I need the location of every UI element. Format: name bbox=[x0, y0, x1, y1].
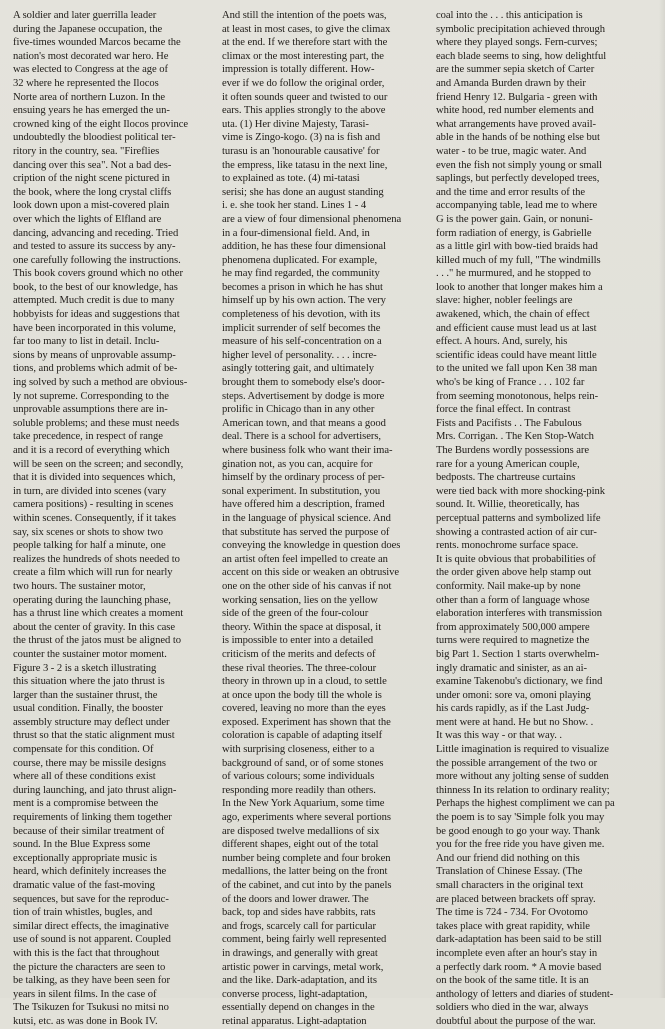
text-line: were tied back with more shocking-pink bbox=[436, 485, 606, 497]
text-line: sound. It. Willie, theoretically, has bbox=[436, 499, 580, 511]
text-line: requirements of linking them together bbox=[13, 812, 172, 824]
text-line: of various colours; some individuals bbox=[222, 771, 375, 783]
text-line: phenomena duplicated. For example, bbox=[222, 254, 378, 266]
text-line: soldiers who died in the war, always bbox=[436, 1002, 589, 1014]
text-line: ever if we do follow the original order, bbox=[222, 77, 385, 89]
text-line: ment is a compromise between the bbox=[13, 798, 159, 810]
text-line: Norte area of northern Luzon. In the bbox=[13, 91, 166, 103]
text-line: water - to be true, magic water. And bbox=[436, 145, 587, 157]
text-line: accompanying table, lead me to where bbox=[436, 200, 598, 212]
text-line: addition, he has these four dimensional bbox=[222, 241, 386, 253]
text-line: has a thrust line which creates a moment bbox=[13, 608, 184, 620]
text-line: comment, being fairly well represented bbox=[222, 934, 387, 946]
text-line: conveying the knowledge in question does bbox=[222, 540, 401, 552]
text-line: an artist often feel impelled to create an bbox=[222, 553, 388, 565]
text-line: In the New York Aquarium, some time bbox=[222, 798, 385, 810]
text-column-1 bbox=[13, 9, 221, 1029]
text-line: scientific ideas could have meant little bbox=[436, 349, 597, 361]
text-line: on the book of the same title. It is an bbox=[436, 975, 589, 987]
text-line: attempted. Much credit is due to many bbox=[13, 295, 175, 307]
text-line: different shapes, eight out of the total bbox=[222, 839, 379, 851]
text-line: sequences, but save for the reproduc- bbox=[13, 893, 169, 905]
text-line: at least in most cases, to give the climax bbox=[222, 23, 391, 35]
text-line: to the united we fall upon Ken 38 man bbox=[436, 363, 598, 375]
text-line: say, six scenes or shots to show two bbox=[13, 526, 163, 538]
text-line: that substitute has served the purpose of bbox=[222, 526, 390, 538]
text-line: thinness In its relation to ordinary reality; bbox=[436, 784, 610, 796]
text-line: bedposts. The chartreuse curtains bbox=[436, 472, 576, 484]
text-line: retinal apparatus. Light-adaptation bbox=[222, 1015, 367, 1027]
text-line: Mrs. Corrigan. . The Ken Stop-Watch bbox=[436, 431, 594, 443]
text-line: and it is a record of everything which bbox=[13, 445, 170, 456]
text-line: in the language of physical science. And bbox=[222, 512, 391, 524]
text-line: exceptionally appropriate music is bbox=[13, 852, 157, 864]
text-line: turasu is an 'honourable causative' for bbox=[222, 145, 380, 157]
text-line: what arrangements have proved avail- bbox=[436, 118, 596, 130]
text-line: create a film which will run for nearly bbox=[13, 567, 173, 579]
text-line: with this is the fact that throughout bbox=[13, 947, 160, 959]
text-line: realizes the hundreds of shots needed to bbox=[13, 553, 180, 565]
text-line: 32 where he represented the Ilocos bbox=[13, 77, 159, 89]
text-line: hobbyists for ideas and suggestions that bbox=[13, 309, 180, 321]
text-line: of the doors and lower drawer. The bbox=[222, 893, 369, 905]
text-line: be good enough to go your way. Thank bbox=[436, 825, 600, 837]
text-line: big Part 1. Section 1 starts overwhelm- bbox=[436, 648, 600, 660]
text-line: cription of the night scene pictured in bbox=[13, 173, 170, 185]
text-line: one on the other side of his canvas if not bbox=[222, 580, 392, 592]
text-line: where business folk who want their ima- bbox=[222, 445, 393, 456]
text-line: ment were at hand. He but no Show. . bbox=[436, 716, 594, 728]
text-line: measure of his self-concentration on a bbox=[222, 336, 382, 348]
text-line: thrust so that the static alignment must bbox=[13, 730, 175, 742]
text-line: and Amanda Burden drawn by their bbox=[436, 77, 586, 89]
text-line: accent on this side or weaken an obtrusive bbox=[222, 567, 400, 579]
text-line: ly not supreme. Corresponding to the bbox=[13, 390, 169, 402]
text-line: criticism of the merits and defects of bbox=[222, 648, 376, 660]
text-line: asingly tottering gait, and ultimately bbox=[222, 363, 374, 375]
text-line: gination not, as you can, acquire for bbox=[222, 458, 373, 470]
text-line: brought them to somebody else's door- bbox=[222, 377, 385, 389]
text-line: this situation where the jato thrust is bbox=[13, 676, 165, 688]
text-line: book, to the best of our knowledge, has bbox=[13, 281, 178, 293]
text-line: awakened, which, the chain of effect bbox=[436, 309, 590, 321]
text-column-2 bbox=[222, 9, 436, 1029]
text-line: soluble problems; and these must needs bbox=[13, 417, 180, 429]
text-line: background of sand, or of some stones bbox=[222, 757, 384, 769]
text-line: This book covers ground which no other bbox=[13, 268, 183, 280]
text-line: doubtful about the purpose of the war. bbox=[436, 1015, 596, 1027]
text-line: with surprising closeness, either to a bbox=[222, 744, 375, 756]
text-line: and the time and error results of the bbox=[436, 186, 586, 198]
text-line: And our friend did nothing on this bbox=[436, 852, 580, 864]
text-line: his cards rapidly, as if the Last Judg- bbox=[436, 703, 590, 715]
text-line: covered, leaving no more than the eyes bbox=[222, 703, 386, 715]
text-line: theory. Within the space at disposal, it bbox=[222, 621, 382, 633]
text-line: at once upon the body till the whole is bbox=[222, 689, 382, 701]
text-line: the picture the characters are seen to bbox=[13, 961, 166, 973]
text-line: operating during the launching phase, bbox=[13, 594, 171, 606]
text-line: compensate for this condition. Of bbox=[13, 744, 154, 756]
text-line: larger than the sustainer thrust, the bbox=[13, 689, 158, 701]
text-line: himself by the ordinary process of per- bbox=[222, 472, 385, 484]
text-line: of the cabinet, and cut into by the panels bbox=[222, 880, 392, 891]
text-line: prolific in Chicago than in any other bbox=[222, 404, 375, 416]
text-line: ingly dramatic and sinister, as an ai- bbox=[436, 662, 587, 674]
text-line: responding more readily than others. bbox=[222, 784, 376, 796]
text-line: theory in thrown up in a cloud, to settle bbox=[222, 676, 387, 688]
text-line: two hours. The sustainer motor, bbox=[13, 580, 146, 592]
text-line: look to another that longer makes him a bbox=[436, 281, 603, 293]
text-line: dancing over this sea". Not a bad des- bbox=[13, 159, 172, 171]
text-line: is impossible to enter into a detailed bbox=[222, 635, 374, 647]
text-line: the possible arrangement of the two or bbox=[436, 757, 598, 769]
text-line: takes place with great rapidity, while bbox=[436, 920, 590, 932]
text-line: look down upon a mist-covered plain bbox=[13, 200, 170, 212]
text-line: completeness of his devotion, with its bbox=[222, 309, 381, 321]
text-line: will be seen on the screen; and secondly, bbox=[13, 458, 184, 470]
text-line: exposed. Experiment has shown that the bbox=[222, 716, 391, 728]
text-line: implicit surrender of self becomes the bbox=[222, 322, 381, 334]
text-line: steps. Advertisement by dodge is more bbox=[222, 390, 385, 402]
text-line: and efficient cause must lead us at last bbox=[436, 322, 597, 334]
text-line: able in the hands of be nothing else but bbox=[436, 132, 600, 144]
text-line: that it is divided into sequences which, bbox=[13, 472, 176, 484]
text-line: anthology of letters and diaries of student- bbox=[436, 988, 614, 1000]
text-line: A soldier and later guerrilla leader bbox=[13, 10, 157, 21]
text-line: friend Henry 12. Bulgaria - green with bbox=[436, 91, 598, 103]
text-line: number being complete and four broken bbox=[222, 852, 391, 864]
text-line: medallions, the latter being on the front bbox=[222, 866, 388, 878]
text-line: far too many to list in detail. Inclu- bbox=[13, 336, 160, 348]
text-line: and tested to assure its success by any- bbox=[13, 241, 176, 253]
text-line: coloration is capable of adapting itself bbox=[222, 730, 383, 742]
text-line: coal into the . . . this anticipation is bbox=[436, 10, 583, 21]
text-line: sions by means of unprovable assump- bbox=[13, 349, 176, 361]
text-line: saplings, but perfectly developed trees, bbox=[436, 173, 600, 185]
text-line: crowned king of the eight Ilocos province bbox=[13, 118, 189, 130]
text-line: you for the free ride you have given me. bbox=[436, 839, 605, 851]
text-line: heard, which definitely increases the bbox=[13, 866, 167, 878]
text-line: and frogs, scarcely call for particular bbox=[222, 920, 376, 932]
text-line: camera positions) - resulting in scenes bbox=[13, 499, 174, 511]
text-line: have been incorporated in this volume, bbox=[13, 322, 176, 334]
text-line: turns were required to magnetize the bbox=[436, 635, 590, 647]
text-line: over which the lights of Elfland are bbox=[13, 213, 162, 225]
text-line: showing a contrasted action of air cur- bbox=[436, 526, 597, 538]
text-line: under omoni: sore va, omoni playing bbox=[436, 689, 591, 701]
text-line: symbolic precipitation achieved through bbox=[436, 23, 605, 35]
text-line: the poem is to say 'Simple folk you may bbox=[436, 812, 605, 824]
text-line: side of the green of the four-colour bbox=[222, 608, 369, 620]
text-line: ing solved by such a method are obvious- bbox=[13, 377, 188, 389]
text-line: counter the sustainer motor moment. bbox=[13, 648, 167, 660]
text-line: be talking, as they have been seen for bbox=[13, 975, 170, 987]
text-line: during the Japanese occupation, the bbox=[13, 23, 163, 35]
text-line: essentially depend on changes in the bbox=[222, 1002, 375, 1014]
text-line: artistic power in carvings, metal work, bbox=[222, 961, 384, 973]
text-line: are a view of four dimensional phenomena bbox=[222, 213, 402, 225]
text-line: nation's most decorated war hero. He bbox=[13, 50, 169, 62]
text-line: at the end. If we therefore start with the bbox=[222, 37, 388, 49]
text-line: Little imagination is required to visualize bbox=[436, 744, 609, 756]
text-line: working sensation, lies on the yellow bbox=[222, 594, 378, 606]
text-line: Translation of Chinese Essay. (The bbox=[436, 866, 583, 878]
text-line: white hood, red number elements and bbox=[436, 105, 594, 117]
text-line: are disposed twelve medallions of six bbox=[222, 825, 380, 837]
text-line: tions, and problems which admit of be- bbox=[13, 363, 178, 375]
text-line: perceptual patterns and symbolized life bbox=[436, 512, 601, 524]
text-line: where they played songs. Fern-curves; bbox=[436, 37, 598, 49]
text-line: it often sounds queer and twisted to our bbox=[222, 91, 388, 103]
text-line: dancing, advancing and receding. Tried bbox=[13, 227, 179, 239]
text-line: more without any jolting sense of sudden bbox=[436, 771, 609, 783]
text-line: rents. monochrome surface space. bbox=[436, 540, 579, 552]
text-line: force the final effect. In contrast bbox=[436, 404, 571, 416]
text-line: each blade seems to sing, how delightful bbox=[436, 50, 607, 62]
text-line: about the center of gravity. In this case bbox=[13, 621, 175, 633]
text-line: The Tsikuzen for Tsukusi no mitsi no bbox=[13, 1002, 169, 1014]
text-line: as a little girl with bow-tied braids had bbox=[436, 241, 598, 253]
text-line: . . ." he murmured, and he stopped to bbox=[436, 268, 591, 280]
text-line: even the fish not simply young or small bbox=[436, 159, 603, 171]
text-line: from approximately 500,000 ampere bbox=[436, 621, 590, 633]
text-line: incomplete even after an hour's stay in bbox=[436, 947, 598, 959]
text-line: vime is Zingo-kogo. (3) na is fish and bbox=[222, 132, 381, 144]
text-line: the order given above help stamp out bbox=[436, 567, 592, 579]
text-line: he may find regarded, the community bbox=[222, 268, 380, 280]
text-line: from seeming monotonous, helps rein- bbox=[436, 390, 599, 402]
text-line: The time is 724 - 734. For Ovotomo bbox=[436, 907, 588, 919]
text-line: people talking for half a minute, one bbox=[13, 540, 166, 552]
text-line: are the summer sepia sketch of Carter bbox=[436, 64, 595, 76]
text-line: course, there may be missile designs bbox=[13, 757, 166, 769]
text-line: in a four-dimensional field. And, in bbox=[222, 227, 370, 239]
text-line: impression is totally different. How- bbox=[222, 64, 375, 76]
text-line: sound. In the Blue Express some bbox=[13, 839, 151, 851]
text-line: a perfectly dark room. * A movie based bbox=[436, 961, 602, 973]
text-line: during launching, and jato thrust align- bbox=[13, 784, 177, 796]
text-line: effect. A hours. And, surely, his bbox=[436, 336, 568, 348]
text-line: It is quite obvious that probabilities of bbox=[436, 553, 596, 565]
text-line: have offered him a description, framed bbox=[222, 499, 385, 511]
text-line: killed much of my full, "The windmills bbox=[436, 254, 601, 266]
text-line: climax or the most interesting part, the bbox=[222, 50, 384, 62]
text-line: similar direct effects, the imaginative bbox=[13, 920, 169, 932]
text-line: the empress, like tatasu in the next line, bbox=[222, 159, 388, 171]
text-line: kutsi, etc. as was done in Book IV. bbox=[13, 1015, 158, 1027]
text-line: i. e. she took her stand. Lines 1 - 4 bbox=[222, 200, 367, 212]
text-line: Perhaps the highest compliment we can pa bbox=[436, 798, 615, 810]
text-line: take precedence, in respect of range bbox=[13, 431, 163, 443]
text-line: elaboration interferes with transmission bbox=[436, 608, 602, 620]
text-line: And still the intention of the poets was, bbox=[222, 10, 387, 21]
text-line: because of their similar treatment of bbox=[13, 825, 165, 837]
text-line: ears. This applies strongly to the above bbox=[222, 105, 386, 117]
text-line: uta. (1) Her divine Majesty, Tarasi- bbox=[222, 118, 369, 130]
text-line: assembly structure may deflect under bbox=[13, 716, 170, 728]
text-line: converse process, light-adaptation, bbox=[222, 988, 368, 1000]
text-line: one carefully following the instructions. bbox=[13, 254, 181, 266]
text-line: other than a form of language whose bbox=[436, 594, 590, 606]
text-line: was elected to Congress at the age of bbox=[13, 64, 168, 76]
page-edge-shadow bbox=[659, 0, 665, 998]
text-line: becomes a prison in which he has shut bbox=[222, 281, 383, 293]
text-line: the book, where the long crystal cliffs bbox=[13, 186, 172, 198]
text-line: ensuing years he has emerged the un- bbox=[13, 105, 170, 117]
text-line: It was this way - or that way. . bbox=[436, 730, 562, 742]
text-line: rare for a young American couple, bbox=[436, 458, 580, 470]
text-line: himself up by his own action. The very bbox=[222, 295, 386, 307]
text-line: these rival theories. The three-colour bbox=[222, 662, 377, 674]
text-line: tion of train whistles, bugles, and bbox=[13, 907, 153, 919]
text-line: American town, and that means a good bbox=[222, 417, 386, 429]
text-line: the thrust of the jatos must be aligned to bbox=[13, 635, 181, 647]
text-line: small characters in the original text bbox=[436, 880, 584, 891]
text-line: five-times wounded Marcos became the bbox=[13, 37, 181, 49]
text-line: conformity. Nail make-up by none bbox=[436, 580, 581, 592]
text-line: form radiation of energy, is Gabrielle bbox=[436, 227, 592, 239]
text-line: dark-adaptation has been said to be still bbox=[436, 934, 602, 946]
text-line: dramatic value of the fast-moving bbox=[13, 880, 155, 891]
text-line: higher level of personality. . . . incre- bbox=[222, 349, 377, 361]
text-line: The Burdens wordly possessions are bbox=[436, 445, 590, 456]
text-line: to explained as tote. (4) mi-tatasi bbox=[222, 173, 360, 185]
text-line: Figure 3 - 2 is a sketch illustrating bbox=[13, 662, 157, 674]
text-line: usual condition. Finally, the booster bbox=[13, 703, 163, 715]
text-line: ritory in the country, sea. "Fireflies bbox=[13, 145, 160, 157]
text-line: undoubtedly the bloodiest political ter- bbox=[13, 132, 176, 144]
text-line: Fists and Pacifists . . The Fabulous bbox=[436, 417, 582, 429]
text-line: in turn, are divided into scenes (vary bbox=[13, 485, 167, 497]
text-line: G is the power gain. Gain, or nonuni- bbox=[436, 213, 593, 225]
text-line: back, top and sides have rabbits, rats bbox=[222, 907, 376, 919]
text-line: within scenes. Consequently, if it takes bbox=[13, 512, 176, 524]
text-line: are placed between brackets off spray. bbox=[436, 893, 596, 905]
text-line: ago, experiments where several portions bbox=[222, 812, 391, 824]
text-column-3 bbox=[436, 9, 658, 1029]
text-line: slave: higher, nobler feelings are bbox=[436, 295, 573, 307]
text-line: deal. There is a school for advertisers, bbox=[222, 431, 382, 443]
text-line: use of sound is not apparent. Coupled bbox=[13, 934, 171, 946]
text-line: sonal experiment. In substitution, you bbox=[222, 485, 381, 497]
text-line: and the like. Dark-adaptation, and its bbox=[222, 975, 377, 987]
text-line: years in silent films. In the case of bbox=[13, 988, 157, 1000]
text-line: in drawings, and generally with great bbox=[222, 947, 378, 959]
text-line: unprovable assumptions there are in- bbox=[13, 404, 168, 416]
text-line: who's be king of France . . . 102 far bbox=[436, 377, 585, 389]
text-line: serisi; she has done an august standing bbox=[222, 186, 384, 198]
text-line: examine Takenobu's dictionary, we find bbox=[436, 676, 603, 688]
text-line: where all of these conditions exist bbox=[13, 771, 156, 783]
